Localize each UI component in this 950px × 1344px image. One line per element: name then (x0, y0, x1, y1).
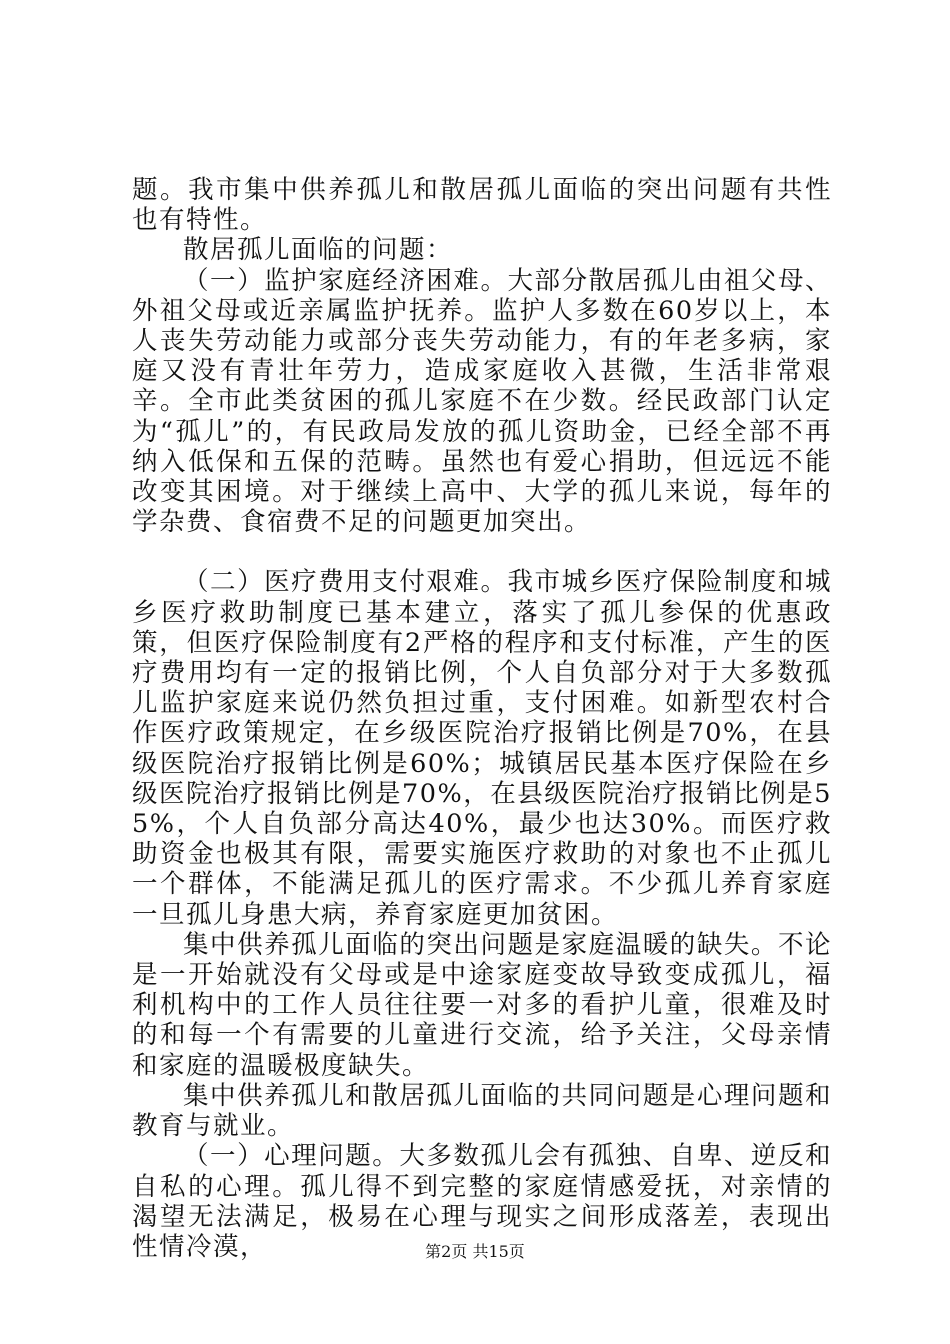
paragraph-medical-costs: （二）医疗费用支付艰难。我市城乡医疗保险制度和城乡医疗救助制度已基本建立，落实了孤儿参保的优惠政策，但医疗保险制度有2严格的程序和支付标准，产生的医疗费用均有一定的报销比例，个人自负部分对于大多数孤儿监护家庭来说仍然负担过重，支付困难。如新型农村合作医疗政策规定，在乡级医院治疗报销比例是70%，在县级医院治疗报销比例是60%；城镇居民基本医疗保险在乡级医院治疗报销比例是70%，在县级医院治疗报销比例是55%，个人自负部分高达40%，最少也达30%。而医疗救助资金也极其有限，需要实施医疗救助的对象也不止孤儿一个群体，不能满足孤儿的医疗需求。不少孤儿养育家庭一旦孤儿身患大病，养育家庭更加贫困。 (132, 567, 832, 930)
paragraph-economic-difficulty: （一）监护家庭经济困难。大部分散居孤儿由祖父母、外祖父母或近亲属监护抚养。监护人多数在60岁以上，本人丧失劳动能力或部分丧失劳动能力，有的年老多病，家庭又没有青壮年劳力，造成家庭收入甚微，生活非常艰辛。全市此类贫困的孤儿家庭不在少数。经民政部门认定为“孤儿”的，有民政局发放的孤儿资助金，已经全部不再纳入低保和五保的范畴。虽然也有爱心捐助，但远远不能改变其困境。对于继续上高中、大学的孤儿来说，每年的学杂费、食宿费不足的问题更加突出。 (132, 265, 832, 538)
page-number-footer: 第2页 共15页 (425, 1242, 525, 1261)
paragraph-common-problems: 集中供养孤儿和散居孤儿面临的共同问题是心理问题和教育与就业。 (132, 1080, 832, 1142)
paragraph-continuation: 题。我市集中供养孤儿和散居孤儿面临的突出问题有共性也有特性。 (132, 175, 832, 236)
paragraph-spacer (132, 537, 832, 567)
paragraph-scattered-orphans-heading: 散居孤儿面临的问题： (183, 235, 454, 266)
paragraph-psychological-issues: （一）心理问题。大多数孤儿会有孤独、自卑、逆反和自私的心理。孤儿得不到完整的家庭情感爱抚，对亲情的渴望无法满足，极易在心理与现实之间形成落差，表现出性情冷漠， (132, 1141, 832, 1262)
paragraph-centralized-care: 集中供养孤儿面临的突出问题是家庭温暖的缺失。不论是一开始就没有父母或是中途家庭变故导致变成孤儿，福利机构中的工作人员往往要一对多的看护儿童，很难及时的和每一个有需要的儿童进行交流，给予关注，父母亲情和家庭的温暖极度缺失。 (132, 929, 832, 1081)
document-body (132, 175, 832, 1262)
